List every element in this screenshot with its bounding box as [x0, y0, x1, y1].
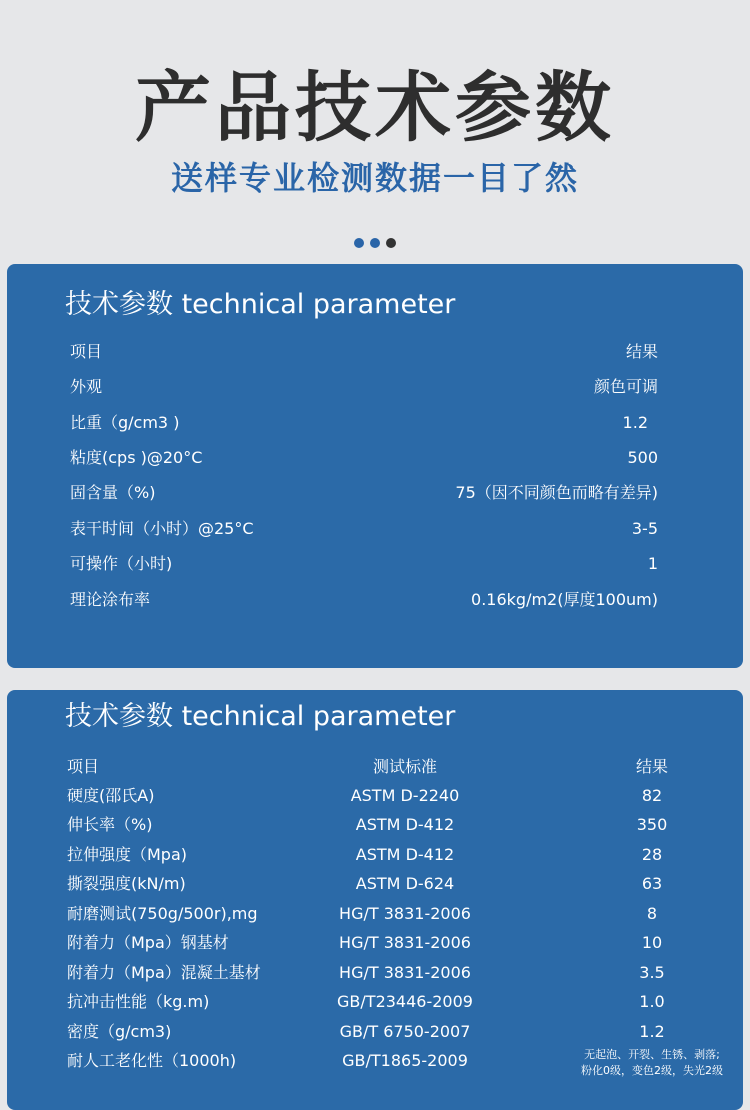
dot-indicator	[354, 238, 364, 248]
row-standard: HG/T 3831-2006	[339, 963, 471, 982]
row-label: 可操作（小时)	[70, 554, 173, 573]
row-label: 抗冲击性能（kg.m)	[67, 992, 210, 1011]
table-row	[67, 810, 707, 840]
row-label: 拉伸强度（Mpa)	[67, 845, 188, 864]
row-standard: ASTM D-412	[355, 815, 455, 834]
row-label: 理论涂布率	[70, 590, 151, 609]
dot-indicator	[370, 238, 380, 248]
table-row	[70, 582, 658, 618]
row-label: 附着力（Mpa）钢基材	[67, 933, 229, 952]
table-row	[70, 511, 658, 547]
row-value: 0.16kg/m2(厚度100um)	[471, 590, 658, 609]
row-value: 3-5	[631, 519, 658, 538]
row-value	[564, 1047, 740, 1079]
row-value: 500	[627, 448, 658, 467]
table-row	[67, 869, 707, 899]
row-label: 伸长率（%)	[67, 815, 153, 834]
panel-title: 技术参数 technical parameter	[65, 701, 456, 732]
row-standard: ASTM D-412	[355, 845, 455, 864]
carousel-dots	[0, 238, 750, 248]
table-row	[67, 781, 707, 811]
header-result: 结果	[635, 757, 668, 776]
row-value: 10	[641, 933, 663, 952]
row-value-line: 无起泡、开裂、生锈、剥落;	[584, 1048, 720, 1061]
row-value: 8	[646, 904, 658, 923]
dot-indicator	[386, 238, 396, 248]
row-value: 1.0	[639, 992, 665, 1011]
row-value-line: 粉化0级，变色2级，失光2级	[581, 1064, 723, 1077]
table-row	[70, 475, 658, 511]
row-standard: GB/T23446-2009	[337, 992, 473, 1011]
row-value: 颜色可调	[593, 377, 658, 396]
table-row	[67, 958, 707, 988]
row-label: 附着力（Mpa）混凝土基材	[67, 963, 261, 982]
header-item: 项目	[67, 757, 100, 776]
row-value: 350	[636, 815, 668, 834]
table-row	[67, 1046, 723, 1077]
parameter-panel-basic	[7, 264, 743, 668]
row-standard: ASTM D-2240	[350, 786, 460, 805]
row-standard: GB/T1865-2009	[342, 1051, 468, 1070]
table-header-row	[67, 752, 707, 782]
row-label: 耐人工老化性（1000h)	[67, 1051, 237, 1070]
row-value: 63	[641, 874, 663, 893]
row-label: 项目	[70, 342, 103, 361]
row-value: 1	[647, 554, 658, 573]
table-row	[67, 1017, 707, 1047]
panel-title: 技术参数 technical parameter	[65, 289, 456, 320]
row-standard: HG/T 3831-2006	[339, 933, 471, 952]
table-row	[70, 546, 658, 582]
table-row	[70, 405, 658, 441]
row-standard: HG/T 3831-2006	[339, 904, 471, 923]
table-row	[70, 440, 658, 476]
row-standard: ASTM D-624	[355, 874, 455, 893]
row-value: 1.2	[639, 1022, 665, 1041]
row-label: 粘度(cps )@20°C	[70, 448, 203, 467]
row-value: 75（因不同颜色而略有差异)	[455, 483, 658, 502]
table-row	[70, 334, 658, 370]
row-label: 耐磨测试(750g/500r),mg	[67, 904, 258, 923]
row-label: 密度（g/cm3)	[67, 1022, 172, 1041]
row-label: 比重（g/cm3 )	[70, 413, 180, 432]
table-row	[70, 369, 658, 405]
row-label: 撕裂强度(kN/m)	[67, 874, 186, 893]
row-label: 外观	[70, 377, 103, 396]
row-value: 28	[641, 845, 663, 864]
table-row	[67, 840, 707, 870]
header-standard: 测试标准	[372, 757, 437, 776]
table-row	[67, 928, 707, 958]
row-label: 固含量（%)	[70, 483, 156, 502]
row-label: 表干时间（小时）@25°C	[70, 519, 254, 538]
row-value: 结果	[625, 342, 658, 361]
page-subtitle: 送样专业检测数据一目了然	[170, 159, 579, 197]
parameter-panel-test	[7, 690, 743, 1110]
row-label: 硬度(邵氏A)	[67, 786, 155, 805]
table-row	[67, 899, 707, 929]
row-value: 1.2	[622, 413, 648, 432]
row-value: 3.5	[639, 963, 665, 982]
table-row	[67, 987, 707, 1017]
row-standard: GB/T 6750-2007	[339, 1022, 471, 1041]
page-title: 产品技术参数	[135, 63, 615, 152]
row-value: 82	[641, 786, 663, 805]
